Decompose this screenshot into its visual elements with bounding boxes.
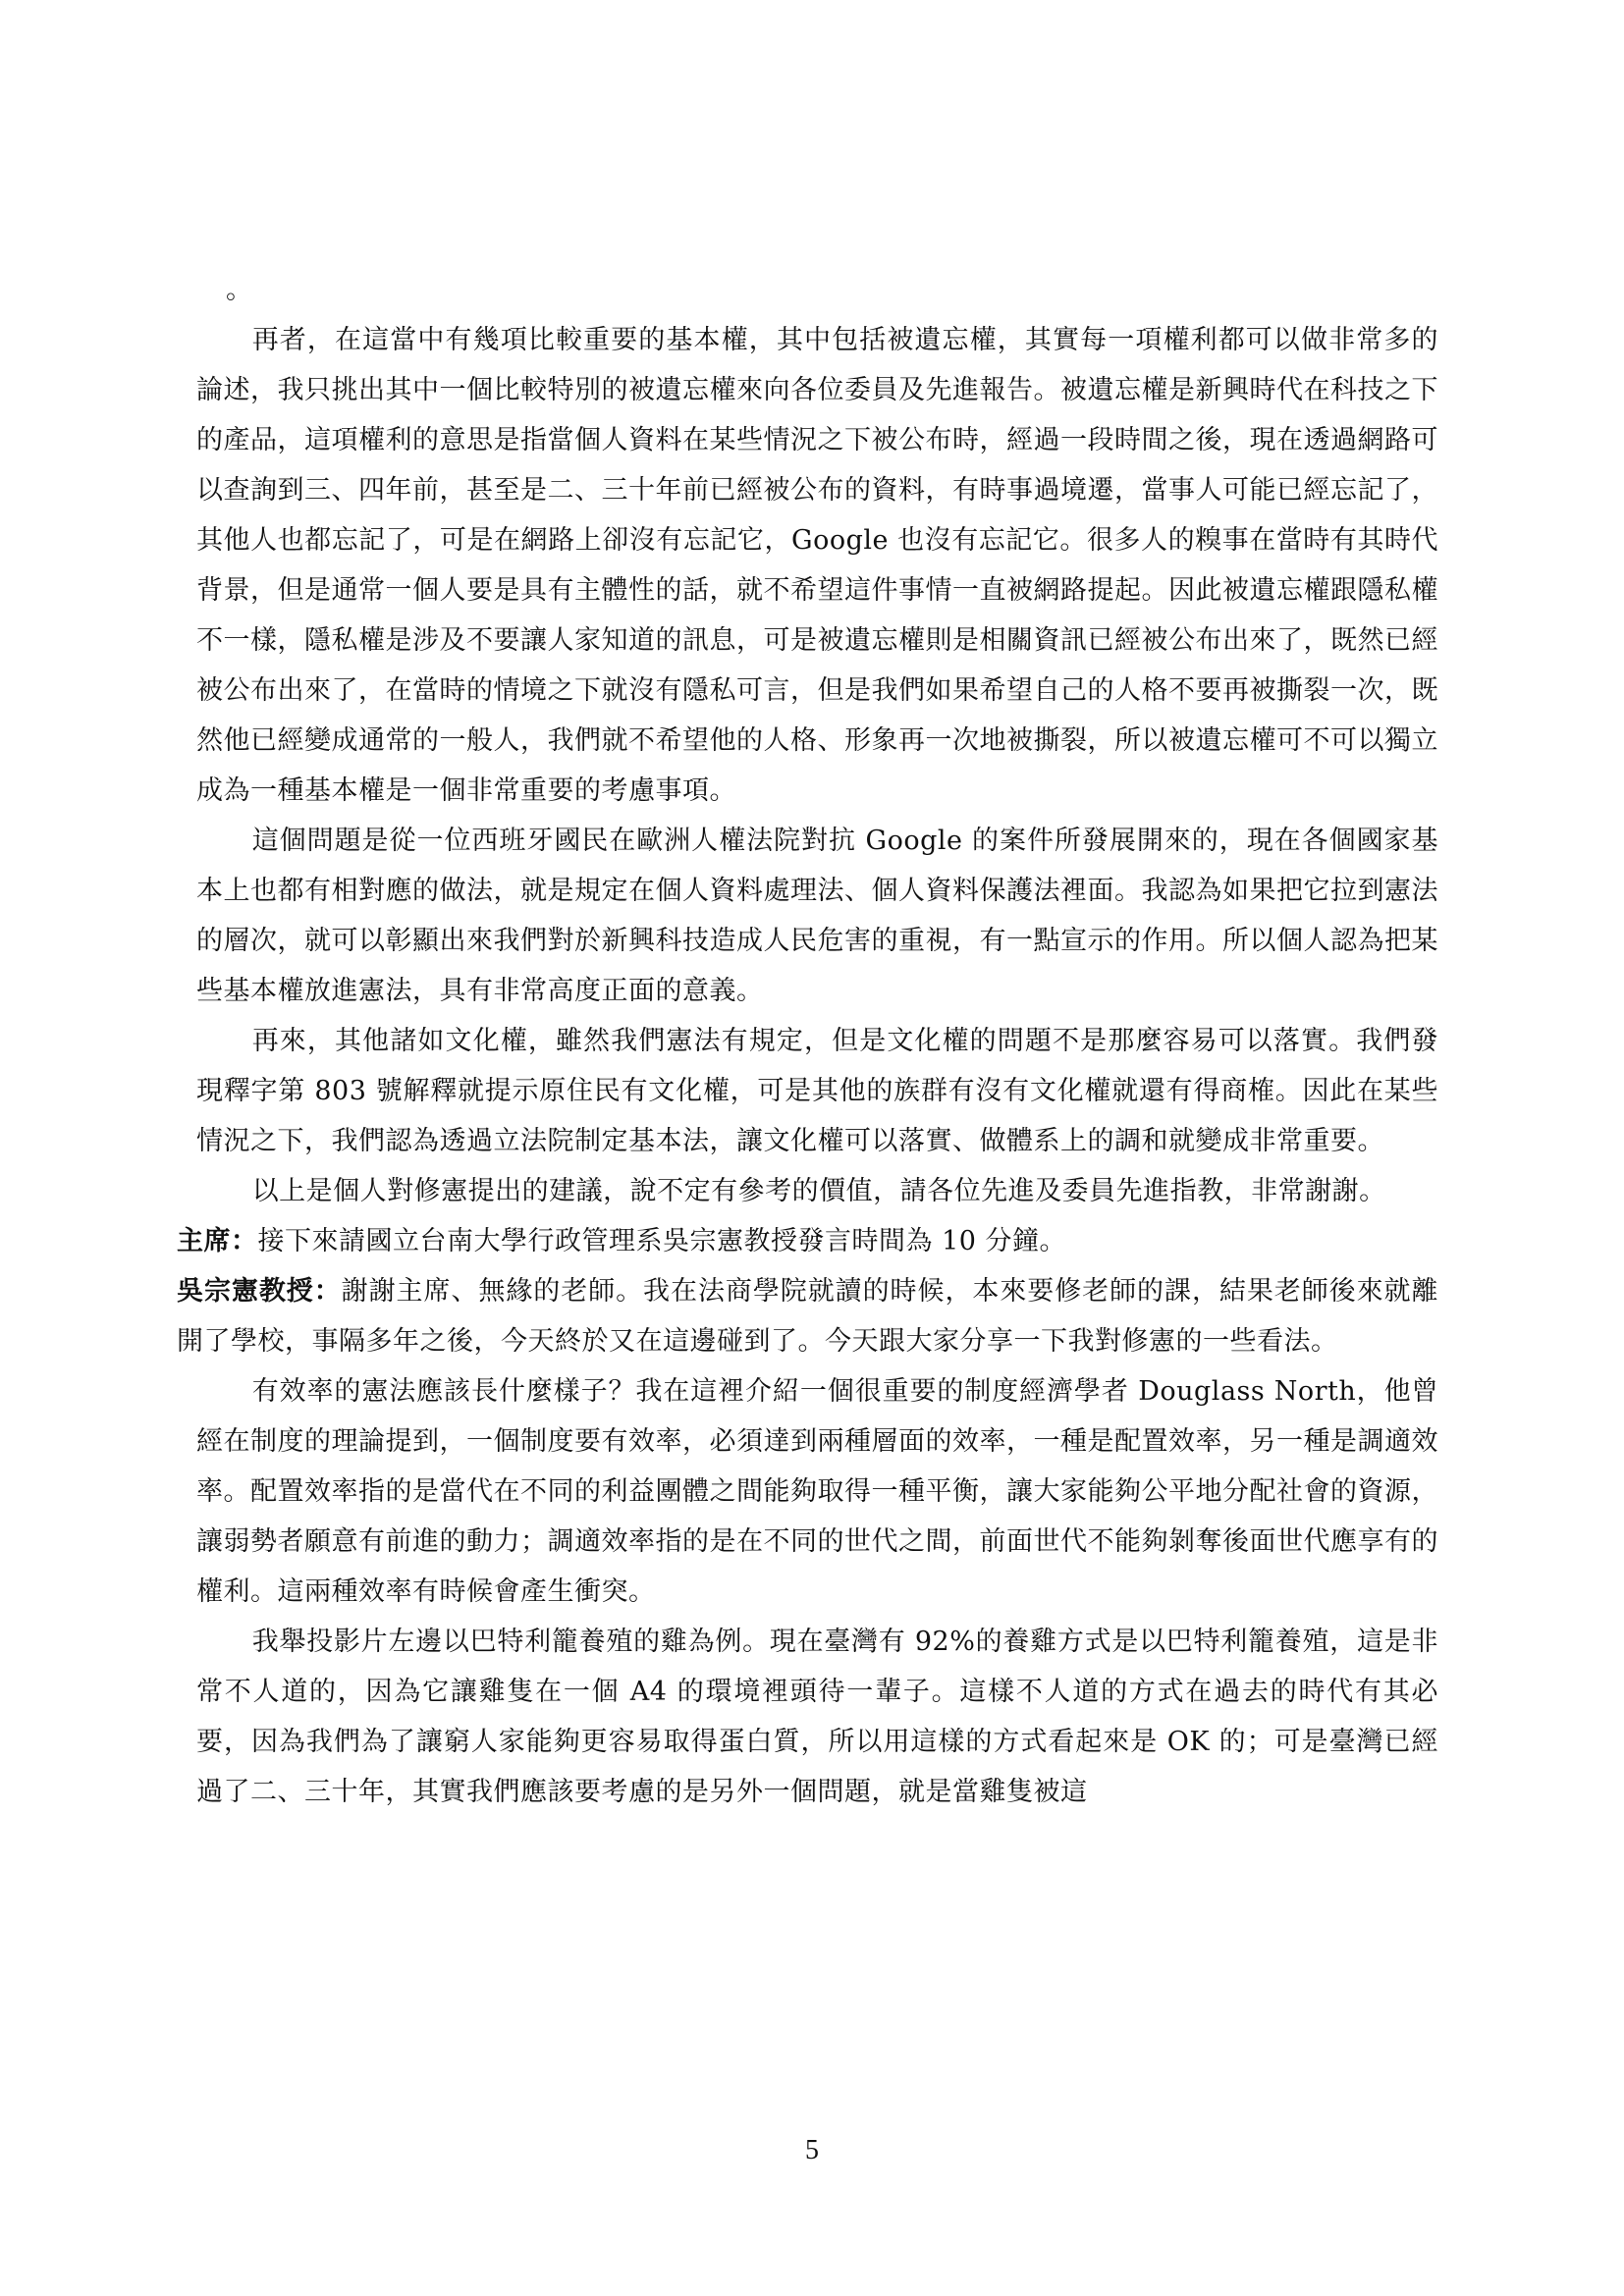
speaker-name: 吳宗憲教授：	[177, 1276, 342, 1307]
chair-statement	[177, 1216, 1438, 1266]
paragraph-google-case: 這個問題是從一位西班牙國民在歐洲人權法院對抗 Google 的案件所發展開來的，現在各個國家基本上也都有相對應的做法，就是規定在個人資料處理法、個人資料保護法裡面。我認為如果把它拉到憲法的層次，就可以彰顯出來我們對於新興科技造成人民危害的重視，有一點宣示的作用。所以個人認為把某些基本權放進憲法，具有非常高度正面的意義。	[196, 826, 1438, 1006]
paragraph-cultural-rights: 再來，其他諸如文化權，雖然我們憲法有規定，但是文化權的問題不是那麼容易可以落實。我們發現釋字第 803 號解釋就提示原住民有文化權，可是其他的族群有沒有文化權就還有得商榷。因此在某些情況之下，我們認為透過立法院制定基本法，讓文化權可以落實、做體系上的調和就變成非常重要。	[196, 1026, 1438, 1156]
paragraph-closing-remarks: 以上是個人對修憲提出的建議，說不定有參考的價值，請各位先進及委員先進指教，非常謝謝。	[251, 1176, 1386, 1206]
page-number: 5	[805, 2135, 819, 2165]
speaker-text: 謝謝主席、無緣的老師。我在法商學院就讀的時候，本來要修老師的課，結果老師後來就離開了學校，事隔多年之後，今天終於又在這邊碰到了。今天跟大家分享一下我對修憲的一些看法。	[177, 1276, 1439, 1357]
document-body	[177, 265, 1439, 1817]
chair-text: 接下來請國立台南大學行政管理系吳宗憲教授發言時間為 10 分鐘。	[257, 1226, 1067, 1256]
speaker-statement	[177, 1266, 1438, 1366]
paragraph-right-to-be-forgotten: 再者，在這當中有幾項比較重要的基本權，其中包括被遺忘權，其實每一項權利都可以做非常多的論述，我只挑出其中一個比較特別的被遺忘權來向各位委員及先進報告。被遺忘權是新興時代在科技之下的產品，這項權利的意思是指當個人資料在某些情況之下被公布時，經過一段時間之後，現在透過網路可以查詢到三、四年前，甚至是二、三十年前已經被公布的資料，有時事過境遷，當事人可能已經忘記了，其他人也都忘記了，可是在網路上卻沒有忘記它，Google 也沒有忘記它。很多人的糗事在當時有其時代背景，但是通常一個人要是具有主體性的話，就不希望這件事情一直被網路提起。因此被遺忘權跟隱私權不一樣，隱私權是涉及不要讓人家知道的訊息，可是被遺忘權則是相關資訊已經被公布出來了，既然已經被公布出來了，在當時的情境之下就沒有隱私可言，但是我們如果希望自己的人格不要再被撕裂一次，既然他已經變成通常的一般人，我們就不希望他的人格、形象再一次地被撕裂，所以被遺忘權可不可以獨立成為一種基本權是一個非常重要的考慮事項。	[196, 325, 1438, 806]
continuation-mark: 。	[226, 275, 253, 305]
paragraph-efficient-constitution: 有效率的憲法應該長什麼樣子？我在這裡介紹一個很重要的制度經濟學者 Douglass North，他曾經在制度的理論提到，一個制度要有效率，必須達到兩種層面的效率，一種是配置效率，另一種是調適效率。配置效率指的是當代在不同的利益團體之間能夠取得一種平衡，讓大家能夠公平地分配社會的資源，讓弱勢者願意有前進的動力；調適效率指的是在不同的世代之間，前面世代不能夠剝奪後面世代應享有的權利。這兩種效率有時候會產生衝突。	[196, 1376, 1438, 1607]
chair-name: 主席：	[177, 1226, 258, 1256]
paragraph-battery-cage-example: 我舉投影片左邊以巴特利籠養殖的雞為例。現在臺灣有 92%的養雞方式是以巴特利籠養殖，這是非常不人道的，因為它讓雞隻在一個 A4 的環境裡頭待一輩子。這樣不人道的方式在過去的時代有其必要，因為我們為了讓窮人家能夠更容易取得蛋白質，所以用這樣的方式看起來是 OK 的；可是臺灣已經過了二、三十年，其實我們應該要考慮的是另外一個問題，就是當雞隻被這	[196, 1627, 1438, 1807]
